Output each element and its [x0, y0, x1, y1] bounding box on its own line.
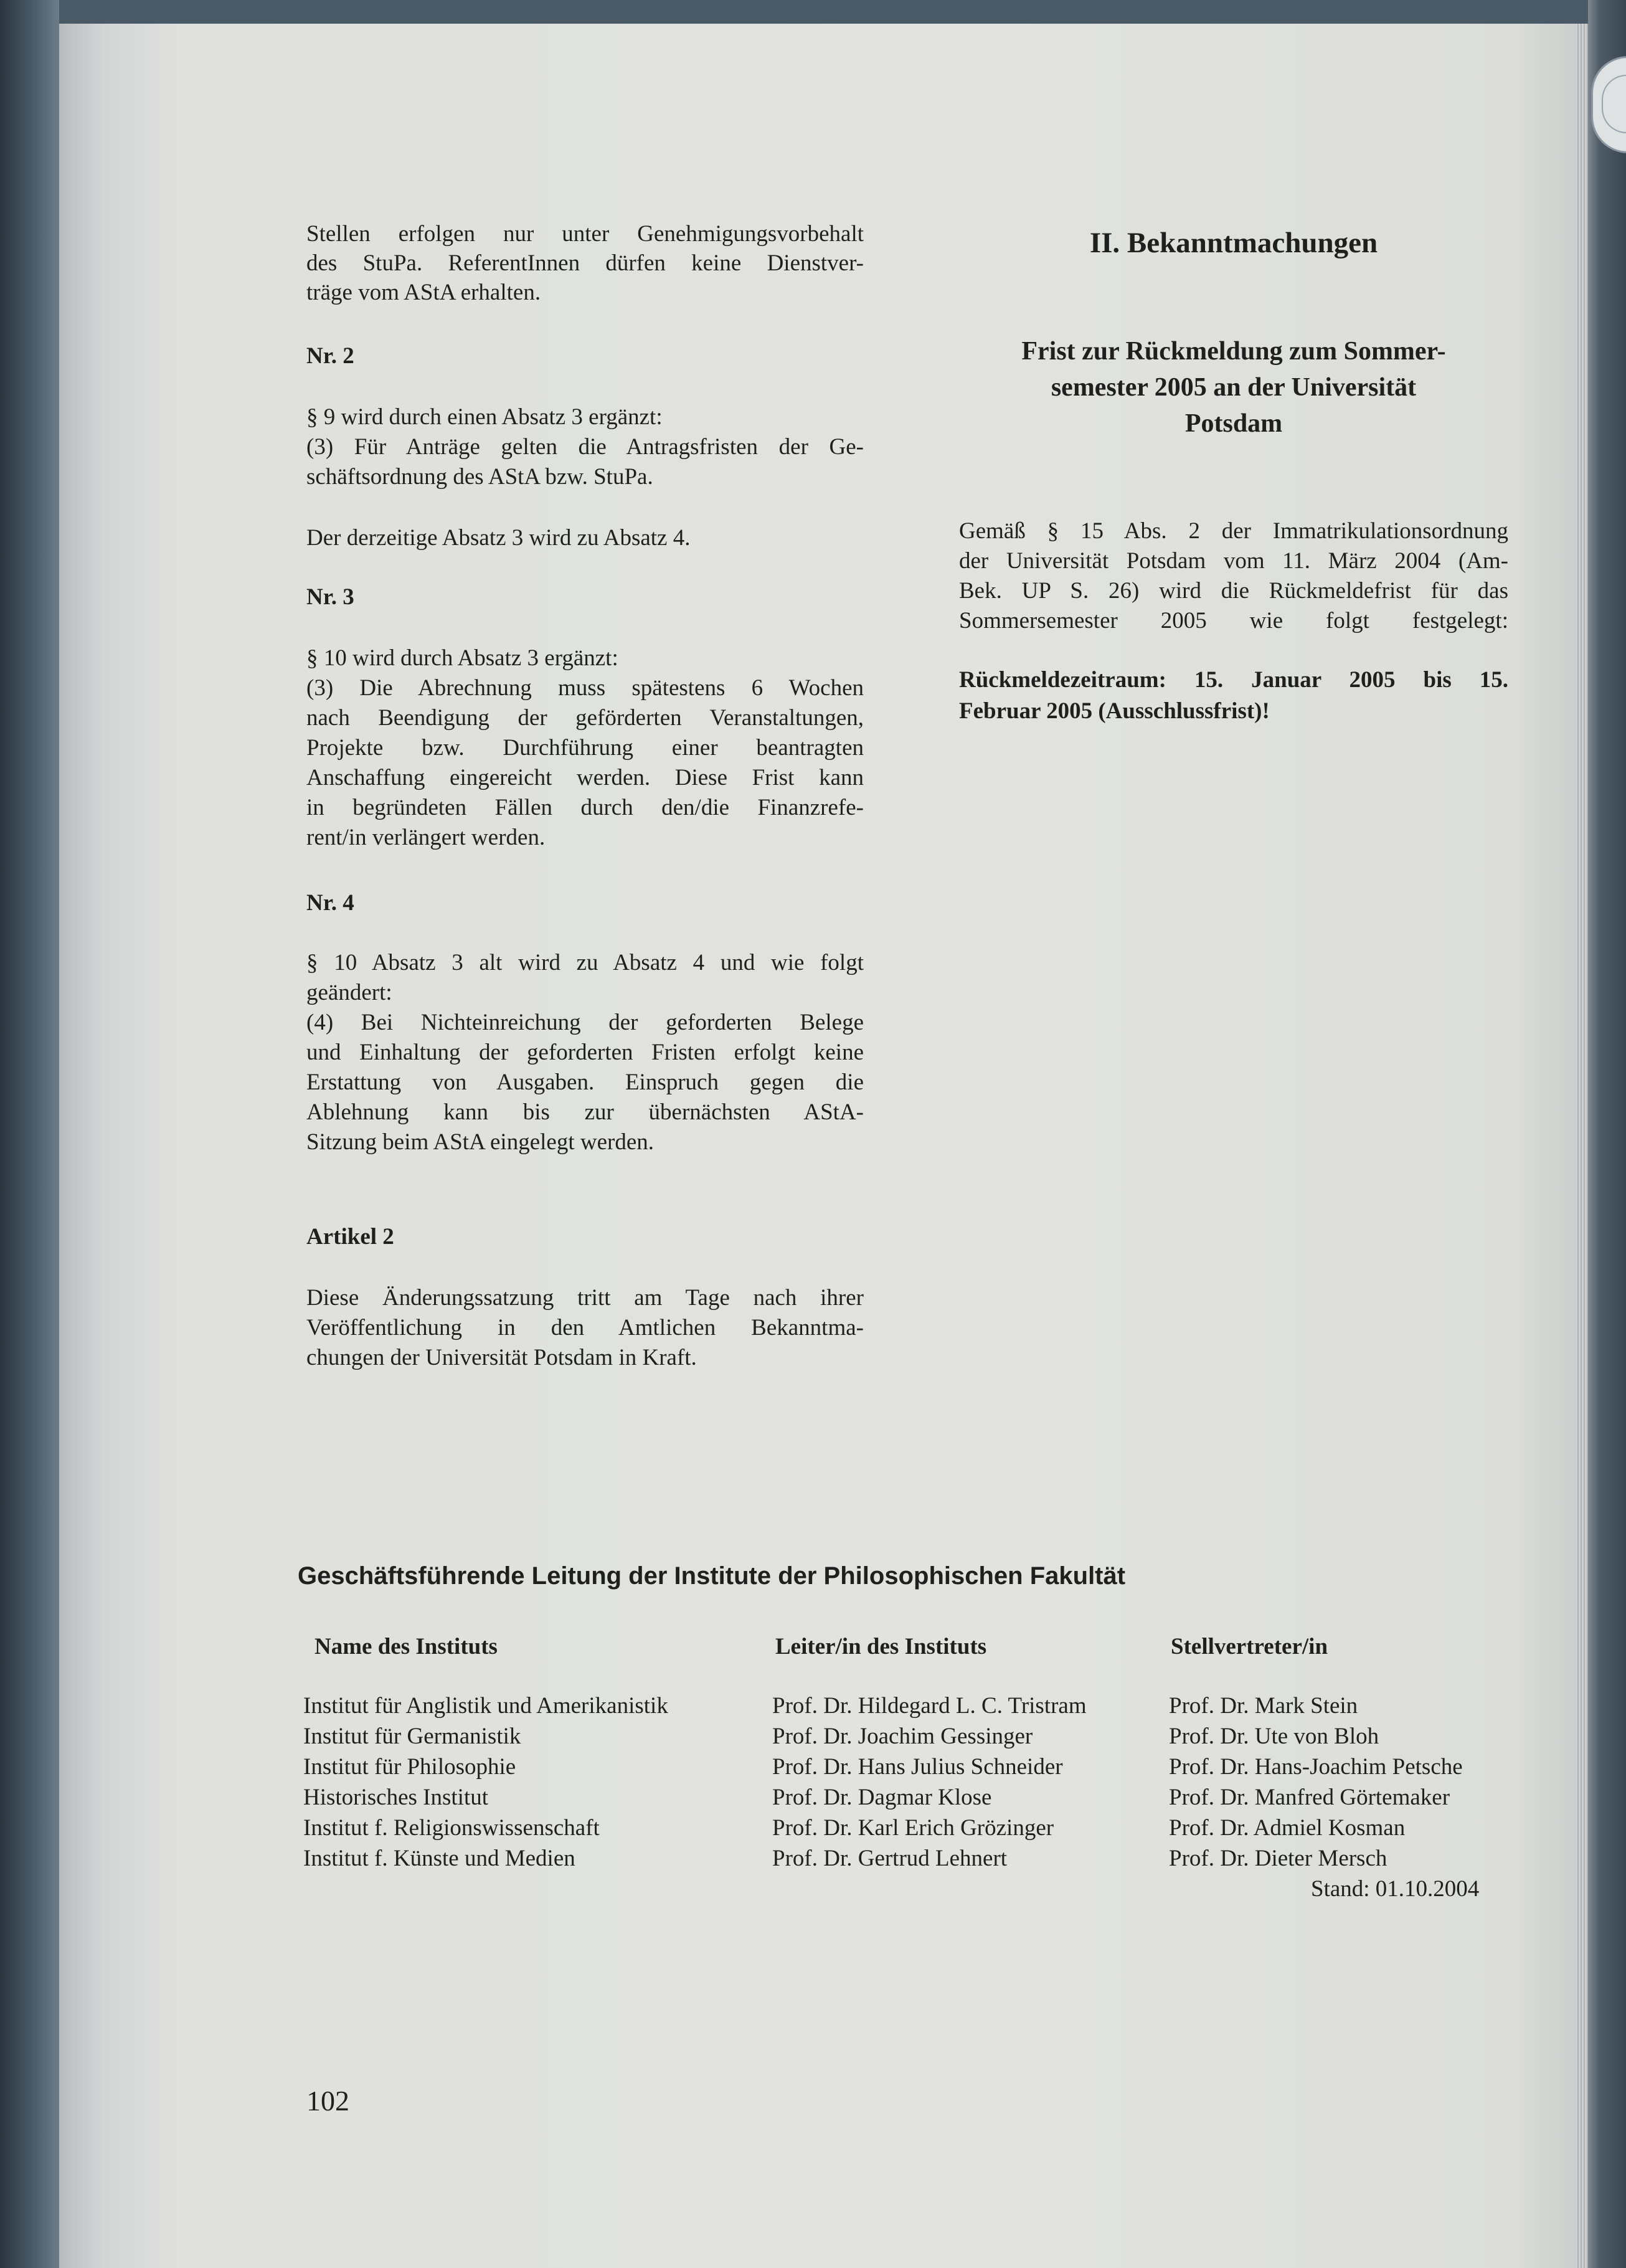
nr3-line-7: rent/in verlängert werden.: [306, 825, 546, 850]
artikel2-line-3: chungen der Universität Potsdam in Kraft.: [306, 1345, 697, 1370]
nr3-line-5: Anschaffung eingereicht werden. Diese Frist kann: [306, 765, 864, 790]
row-6-institute: Institut f. Künste und Medien: [303, 1846, 575, 1871]
row-5-deputy: Prof. Dr. Admiel Kosman: [1169, 1815, 1406, 1841]
nr2-line-1: § 9 wird durch einen Absatz 3 ergänzt:: [306, 404, 663, 430]
row-1-head: Prof. Dr. Hildegard L. C. Tristram: [772, 1693, 1087, 1719]
row-6-deputy: Prof. Dr. Dieter Mersch: [1169, 1846, 1387, 1871]
book-cover-right: [1588, 0, 1626, 2268]
page-edges: [1576, 24, 1588, 2268]
section-title: II. Bekanntmachungen: [1089, 227, 1378, 259]
deadline-line-1: Rückmeldezeitraum: 15. Januar 2005 bis 15.: [959, 667, 1508, 693]
notice-title-line-3: Potsdam: [1184, 409, 1283, 438]
nr2-heading: Nr. 2: [306, 343, 354, 369]
intro-line-3: träge vom AStA erhalten.: [306, 280, 541, 305]
nr3-line-4: Projekte bzw. Durchführung einer beantragten: [306, 735, 864, 761]
row-2-institute: Institut für Germanistik: [303, 1724, 521, 1749]
stand-date: Stand: 01.10.2004: [1311, 1876, 1480, 1902]
deadline-line-2: Februar 2005 (Ausschlussfrist)!: [959, 698, 1270, 724]
notice-title-line-1: Frist zur Rückmeldung zum Sommer-: [1021, 337, 1446, 366]
row-5-head: Prof. Dr. Karl Erich Grözinger: [772, 1815, 1054, 1841]
intro-line-2: des StuPa. ReferentInnen dürfen keine Dienstver-: [306, 250, 864, 276]
artikel2-line-1: Diese Änderungssatzung tritt am Tage nach ihrer: [306, 1285, 864, 1311]
intro-line-1: Stellen erfolgen nur unter Genehmigungsvorbehalt: [306, 221, 864, 247]
nr3-line-3: nach Beendigung der geförderten Veranstaltungen,: [306, 705, 864, 731]
nr3-line-2: (3) Die Abrechnung muss spätestens 6 Wochen: [306, 675, 864, 701]
header-head: Leiter/in des Instituts: [775, 1634, 987, 1659]
nr3-line-6: in begründeten Fällen durch den/die Finanzrefe-: [306, 795, 864, 820]
row-2-head: Prof. Dr. Joachim Gessinger: [772, 1724, 1033, 1749]
nr2-line-2: (3) Für Anträge gelten die Antragsfristen der Ge-: [306, 434, 864, 460]
row-4-head: Prof. Dr. Dagmar Klose: [772, 1785, 992, 1810]
page-number: 102: [306, 2085, 349, 2117]
row-1-deputy: Prof. Dr. Mark Stein: [1169, 1693, 1358, 1719]
row-4-deputy: Prof. Dr. Manfred Görtemaker: [1169, 1785, 1450, 1810]
row-4-institute: Historisches Institut: [303, 1785, 489, 1810]
row-1-institute: Institut für Anglistik und Amerikanistik: [303, 1693, 668, 1719]
notice-title-line-2: semester 2005 an der Universität: [1051, 373, 1417, 402]
row-5-institute: Institut f. Religionswissenschaft: [303, 1815, 600, 1841]
artikel2-line-2: Veröffentlichung in den Amtlichen Bekanntma-: [306, 1315, 864, 1340]
notice-body-line-3: Bek. UP S. 26) wird die Rückmeldefrist für das: [959, 578, 1508, 604]
book-spine: [0, 0, 59, 2268]
institutes-title: Geschäftsführende Leitung der Institute der Philosophischen Fakultät: [298, 1562, 1126, 1590]
nr4-line-2: geändert:: [306, 980, 392, 1005]
nr3-heading: Nr. 3: [306, 584, 354, 610]
row-3-head: Prof. Dr. Hans Julius Schneider: [772, 1754, 1063, 1780]
artikel2-heading: Artikel 2: [306, 1224, 394, 1250]
nr4-line-5: Erstattung von Ausgaben. Einspruch gegen die: [306, 1070, 864, 1095]
nr4-line-3: (4) Bei Nichteinreichung der geforderten Belege: [306, 1010, 864, 1035]
nr2-line-3: schäftsordnung des AStA bzw. StuPa.: [306, 464, 653, 490]
nr2-extra: Der derzeitige Absatz 3 wird zu Absatz 4.: [306, 525, 691, 551]
row-3-deputy: Prof. Dr. Hans-Joachim Petsche: [1169, 1754, 1463, 1780]
row-2-deputy: Prof. Dr. Ute von Bloh: [1169, 1724, 1379, 1749]
nr4-line-4: und Einhaltung der geforderten Fristen erfolgt keine: [306, 1040, 864, 1065]
nr4-heading: Nr. 4: [306, 890, 354, 916]
nr3-line-1: § 10 wird durch Absatz 3 ergänzt:: [306, 645, 618, 671]
header-institute-name: Name des Instituts: [314, 1634, 498, 1659]
nr4-line-1: § 10 Absatz 3 alt wird zu Absatz 4 und wie folgt: [306, 950, 864, 975]
notice-body-line-4: Sommersemester 2005 wie folgt festgelegt:: [959, 608, 1508, 633]
nr4-line-7: Sitzung beim AStA eingelegt werden.: [306, 1129, 654, 1155]
header-deputy: Stellvertreter/in: [1171, 1634, 1328, 1659]
notice-body-line-1: Gemäß § 15 Abs. 2 der Immatrikulationsordnung: [959, 518, 1508, 544]
nr4-line-6: Ablehnung kann bis zur übernächsten AStA-: [306, 1099, 864, 1125]
row-6-head: Prof. Dr. Gertrud Lehnert: [772, 1846, 1008, 1871]
book-cover-top: [0, 0, 1626, 25]
row-3-institute: Institut für Philosophie: [303, 1754, 516, 1780]
notice-body-line-2: der Universität Potsdam vom 11. März 2004 (Am-: [959, 548, 1508, 574]
